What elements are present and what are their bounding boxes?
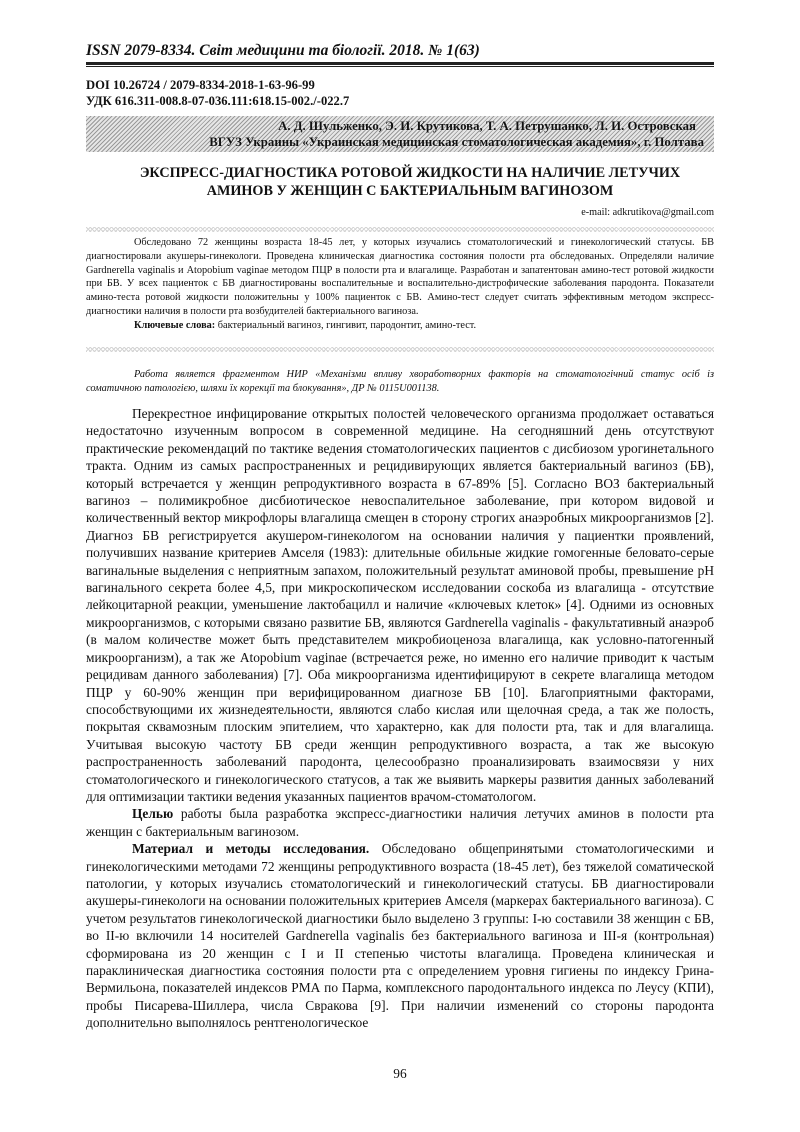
keywords-label: Ключевые слова: — [134, 319, 216, 331]
contact-email: e-mail: adkrutikova@gmail.com — [581, 207, 714, 218]
body-paragraph-aim — [86, 805, 714, 840]
author-affiliation: ВГУЗ Украины «Украинская медицинская стоматологическая академия», г. Полтава — [209, 135, 704, 149]
article-body — [86, 405, 714, 1032]
author-names: А. Д. Шульженко, Э. И. Крутикова, Т. А. Петрушанко, Л. И. Островская — [278, 119, 696, 133]
page-number: 96 — [393, 1066, 407, 1081]
aim-label: Целью — [132, 806, 174, 822]
methods-label: Материал и методы исследования. — [132, 841, 370, 857]
authors-band — [86, 116, 714, 152]
header-rule-thin — [86, 66, 714, 67]
journal-header: ISSN 2079-8334. Світ медицини та біології. 2018. № 1(63) — [86, 42, 480, 59]
funding-text: Работа является фрагментом НИР «Механізми впливу хвоработворних факторів на стоматологічний статус осіб із соматичною патологією, шляхи їх корекції та блокування», ДР № 0115U001138. — [86, 369, 714, 394]
article-title-line-1: ЭКСПРЕСС-ДИАГНОСТИКА РОТОВОЙ ЖИДКОСТИ НА НАЛИЧИЕ ЛЕТУЧИХ — [139, 165, 681, 181]
article-title-line-2: АМИНОВ У ЖЕНЩИН С БАКТЕРИАЛЬНЫМ ВАГИНОЗОМ — [206, 183, 614, 199]
abstract-border-top — [86, 227, 714, 232]
body-paragraph-intro: Перекрестное инфицирование открытых полостей человеческого организма продолжает оставаться недостаточно изученным вопросом в современной медицине. На сегодняшний день отсутствуют практические рекомендаций по тактике ведения стоматологических пациентов с дисбиозом урогинетального тракта. Одним из самых распространенных и рецидивирующих является бактериальный вагиноз (БВ), который встречается у женщин репродуктивного возраста в 67-89% [5]. Согласно ВОЗ бактериальный вагиноз – полимикробное дисбиотическое невоспалительное заболевание, при котором видовой и количественный вектор микрофлоры влагалища смещен в сторону строгих анаэробных микроорганизмов [2]. Диагноз БВ регистрируется акушером-гинекологом на основании наличия у пациентки проявлений, получивших название критериев Амселя (1983): длительные обильные жидкие гомогенные беловато-серые вагинальные выделения с неприятным запахом, положительный результат аминовой пробы, превышение pH вагинального секрета более 4,5, при микроскопическом исследовании соскоба из влагалища - отсутствие лейкоцитарной реакции, уменьшение лактобацилл и наличие «ключевых клеток» [4]. Одними из основных микроорганизмов, с которыми связано развитие БВ, являются Gardnerella vaginalis - факультативный анаэроб (в малом количестве может быть представителем микробиоценоза влагалища, как условно-патогенный микроорганизм), а так же Atopobium vaginae (встречается реже, но именно его наличие приводит к частым рецидивам данного заболевания) [7]. Оба микроорганизма идентифицируют в секрете влагалища методом ПЦР у 60-90% женщин при верифицированном диагнозе БВ [10]. Благоприятными факторами, способствующими их жизнедеятельности, являются слабо кислая или щелочная среда, а так же полость, покрытая сквамозным плоским эпителием, что характерно, как для полости рта, так и для влагалища. Учитывая высокую частоту БВ среди женщин репродуктивного возраста, а так же высокую распространенность заболеваний пародонта, целесообразно проанализировать взаимосвязи у них стоматологического и гинекологического статусов, а так же выявить маркеры развития данных заболеваний для оптимизации тактики ведения указанных пациентов врачом-стоматологом. — [86, 406, 714, 804]
methods-text: Обследовано общепринятыми стоматологическими и гинекологическими методами 72 женщины репродуктивного возраста (18-45 лет), без тяжелой соматической патологии, у которых изучались стоматологический и гинекологический статусы. БВ диагностировали акушеры-гинекологи на основании положительных критериев Амселя (маркерах бактериального вагиноза). С учетом результатов гинекологической диагностики было выделено 3 группы: І-ю составили 38 женщин с БВ, во ІІ-ю включили 14 носителей Gardnerella vaginalis без бактериального вагиноза и ІІІ-я (контрольная) сформирована из 20 женщин с І и ІІ степенью чистоты влагалища. Проведена клиническая и параклиническая диагностика состояния полости рта с определением уровня гигиены по индексу Грина-Вермильона, показателей индексов РМА по Парма, комплексного пародонтального индекса по Леусу (КПИ), пробы Писарева-Шиллера, числа Свракова [9]. При наличии изменений со стороны пародонта дополнительно выполнялось рентгенологическое — [86, 841, 715, 1031]
body-paragraph-methods — [86, 840, 714, 1031]
article-title — [86, 164, 714, 200]
abstract-border-bottom — [86, 347, 714, 352]
abstract — [86, 236, 714, 333]
doi: DOI 10.26724 / 2079-8334-2018-1-63-96-99 — [86, 78, 315, 92]
keywords-list: бактериальный вагиноз, гингивит, пародонтит, амино-тест. — [215, 319, 477, 331]
funding-note — [86, 368, 714, 396]
aim-text: работы была разработка экспресс-диагностики наличия летучих аминов в полости рта женщин с бактериальным вагинозом. — [86, 806, 714, 839]
header-rule — [86, 62, 714, 65]
abstract-text: Обследовано 72 женщины возраста 18-45 лет, у которых изучались стоматологический и гинекологический статусы. БВ диагностировали акушеры-гинекологи. Проведена клиническая диагностика состояния полости рта обследованых. Определяли наличие Gardnerella vaginalis и Atopobium vaginae методом ПЦР в полости рта и влагалище. Разработан и запатентован амино-тест ротовой жидкости при БВ. У всех пациенток с БВ диагностированы воспалительные и воспалительно-дистрофические заболевания пародонта. Показатели амино-теста ротовой жидкости положительны у 100% пациенток с БВ. Амино-тест следует считать эффективным методом экспресс-диагностики наличия в полости рта возбудителей бактериального вагиноза. — [86, 237, 714, 317]
keywords — [86, 319, 714, 333]
udc-code: УДК 616.311-008.8-07-036.111:618.15-002./-022.7 — [86, 94, 350, 108]
